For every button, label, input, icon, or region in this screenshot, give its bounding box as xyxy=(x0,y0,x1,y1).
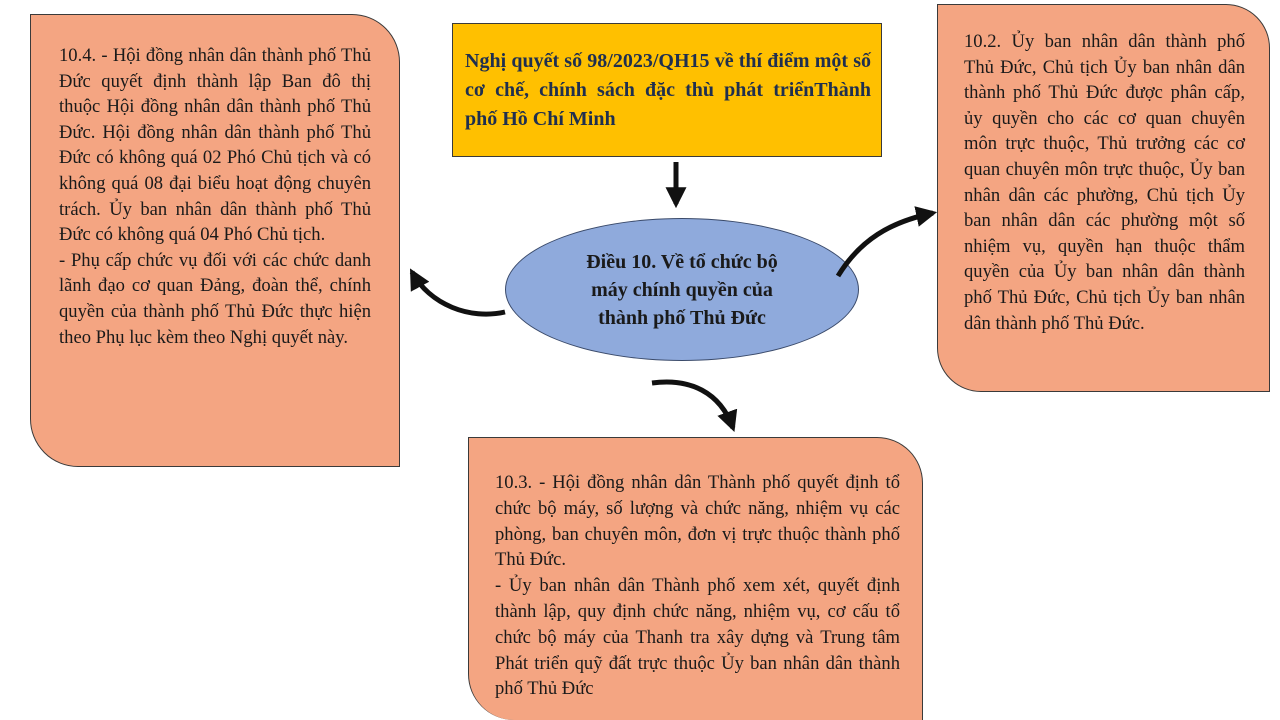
section-10-3-paragraph-2: - Ủy ban nhân dân Thành phố xem xét, quyết định thành lập, quy định chức năng, nhiệm vụ, cơ cấu tổ chức bộ máy của Thanh tra xây dựng và Trung tâm Phát triển quỹ đất trực thuộc Ủy ban nhân dân thành phố Thủ Đức xyxy=(495,575,900,700)
article-10-ellipse: Điều 10. Về tổ chức bộ máy chính quyền của thành phố Thủ Đức xyxy=(505,218,859,361)
resolution-title-box: Nghị quyết số 98/2023/QH15 về thí điểm một số cơ chế, chính sách đặc thù phát triểnThành phố Hồ Chí Minh xyxy=(452,23,882,157)
section-10-4-paragraph-1: 10.4. - Hội đồng nhân dân thành phố Thủ Đức quyết định thành lập Ban đô thị thuộc Hội đồng nhân dân thành phố Thủ Đức. Hội đồng nhân dân thành phố Thủ Đức có không quá 02 Phó Chủ tịch và có không quá 08 đại biểu hoạt động chuyên trách. Ủy ban nhân dân thành phố Thủ Đức có không quá 04 Phó Chủ tịch. xyxy=(59,45,371,246)
arrow-center-to-bottom xyxy=(652,382,733,428)
section-10-2-paragraph: 10.2. Ủy ban nhân dân thành phố Thủ Đức, Chủ tịch Ủy ban nhân dân thành phố Thủ Đức được phân cấp, ủy quyền cho các cơ quan chuyên môn trực thuộc, Thủ trưởng các cơ quan chuyên môn trực thuộc, Ủy ban nhân dân các phường, Chủ tịch Ủy ban nhân dân các phường một số nhiệm vụ, quyền hạn thuộc thẩm quyền của Ủy ban nhân dân thành phố Thủ Đức, Chủ tịch Ủy ban nhân dân thành phố Thủ Đức. xyxy=(964,31,1245,334)
arrow-center-to-right xyxy=(838,213,933,276)
arrow-center-to-left xyxy=(412,272,505,314)
section-10-3-paragraph-1: 10.3. - Hội đồng nhân dân Thành phố quyết định tổ chức bộ máy, số lượng và chức năng, nhiệm vụ các phòng, ban chuyên môn, đơn vị trực thuộc thành phố Thủ Đức. xyxy=(495,472,900,571)
section-10-4-paragraph-2: - Phụ cấp chức vụ đối với các chức danh lãnh đạo cơ quan Đảng, đoàn thể, chính quyền của thành phố Thủ Đức thực hiện theo Phụ lục kèm theo Nghị quyết này. xyxy=(59,249,371,348)
